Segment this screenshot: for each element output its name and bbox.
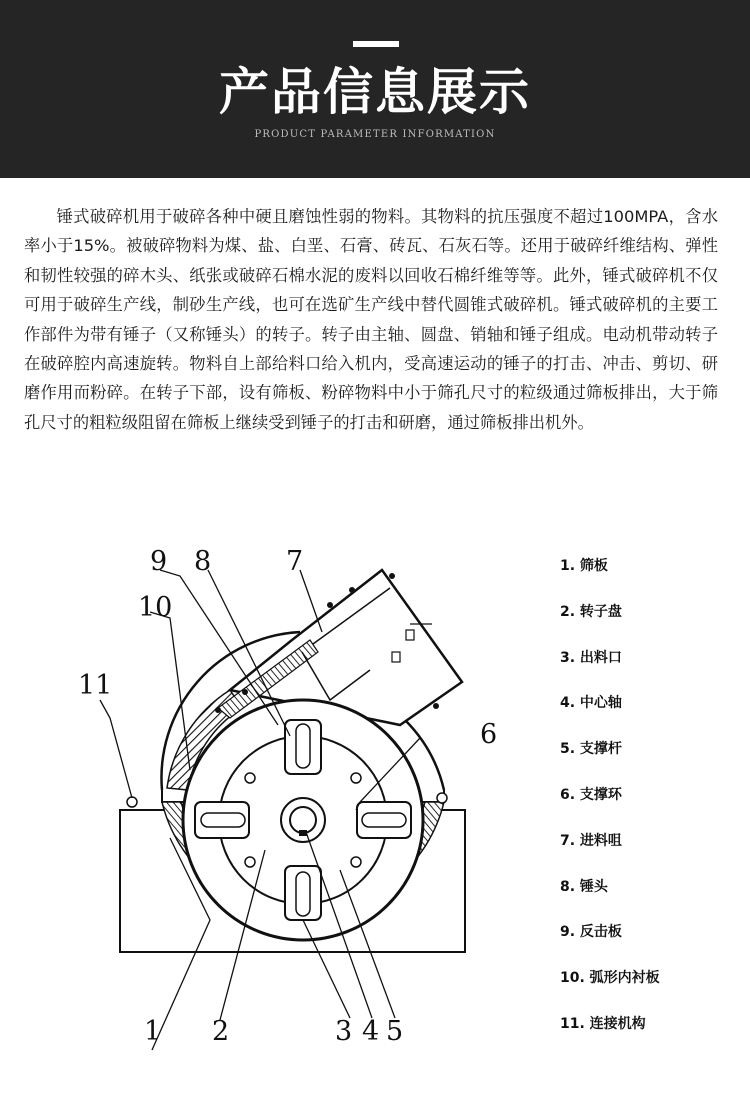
- connecting-mechanism: [127, 797, 137, 807]
- callout-label: 10: [138, 592, 173, 623]
- legend-item: 5. 支撑杆: [560, 741, 622, 758]
- legend-item: 9. 反击板: [560, 924, 622, 941]
- legend-item: 6. 支撑环: [560, 786, 622, 803]
- product-description: 锤式破碎机用于破碎各种中硬且磨蚀性弱的物料。其物料的抗压强度不超过100MPA，含水率小于15%。被破碎物料为煤、盐、白垩、石膏、砖瓦、石灰石等。还用于破碎纤维结构、弹性和韧性较强的碎木头、纸张或破碎石棉水泥的废料以回收石棉纤维等等。此外，锤式破碎机不仅可用于破碎生产线，制砂生产线，也可在选矿生产线中替代圆锥式破碎机。锤式破碎机的主要工作部件为带有锤子（又称锤头）的转子。转子由主轴、圆盘、销轴和锤子组成。电动机带动转子在破碎腔内高速旋转。物料自上部给料口给入机内，受高速运动的锤子的打击、冲击、剪切、研磨作用而粉碎。在转子下部，设有筛板、粉碎物料中小于筛孔尺寸的粒级通过筛板排出，大于筛孔尺寸的粗粒级阻留在筛板上继续受到锤子的打击和研磨，通过筛板排出机外。: [24, 207, 718, 432]
- page-title: 产品信息展示: [219, 63, 531, 121]
- legend-item: 1. 筛板: [560, 558, 608, 574]
- feed-chute: [230, 570, 462, 725]
- legend-item: 8. 锤头: [560, 878, 608, 895]
- legend-item: 7. 进料咀: [560, 832, 622, 849]
- parts-legend: [560, 552, 660, 1056]
- callout-label: 3: [335, 1016, 353, 1047]
- header-accent-bar: [353, 41, 399, 47]
- callout-label: 6: [480, 719, 498, 750]
- callout-label: 7: [286, 546, 304, 577]
- callout-label: 9: [150, 546, 168, 577]
- callout-label: 5: [386, 1016, 404, 1047]
- legend-item: 4. 中心轴: [560, 695, 622, 712]
- callout-label: 8: [194, 546, 212, 577]
- legend-item: 11. 连接机构: [560, 1015, 646, 1032]
- legend-item: 2. 转子盘: [560, 603, 622, 620]
- header-banner: [0, 0, 750, 178]
- callout-label: 11: [78, 670, 113, 701]
- page-subtitle: PRODUCT PARAMETER INFORMATION: [254, 129, 496, 140]
- legend-item: 10. 弧形内衬板: [560, 970, 660, 987]
- legend-item: 3. 出料口: [560, 649, 622, 666]
- hammer-crusher-diagram: [70, 540, 520, 1055]
- callout-label: 1: [144, 1016, 162, 1047]
- callout-label: 4: [362, 1016, 380, 1047]
- callout-label: 2: [212, 1016, 230, 1047]
